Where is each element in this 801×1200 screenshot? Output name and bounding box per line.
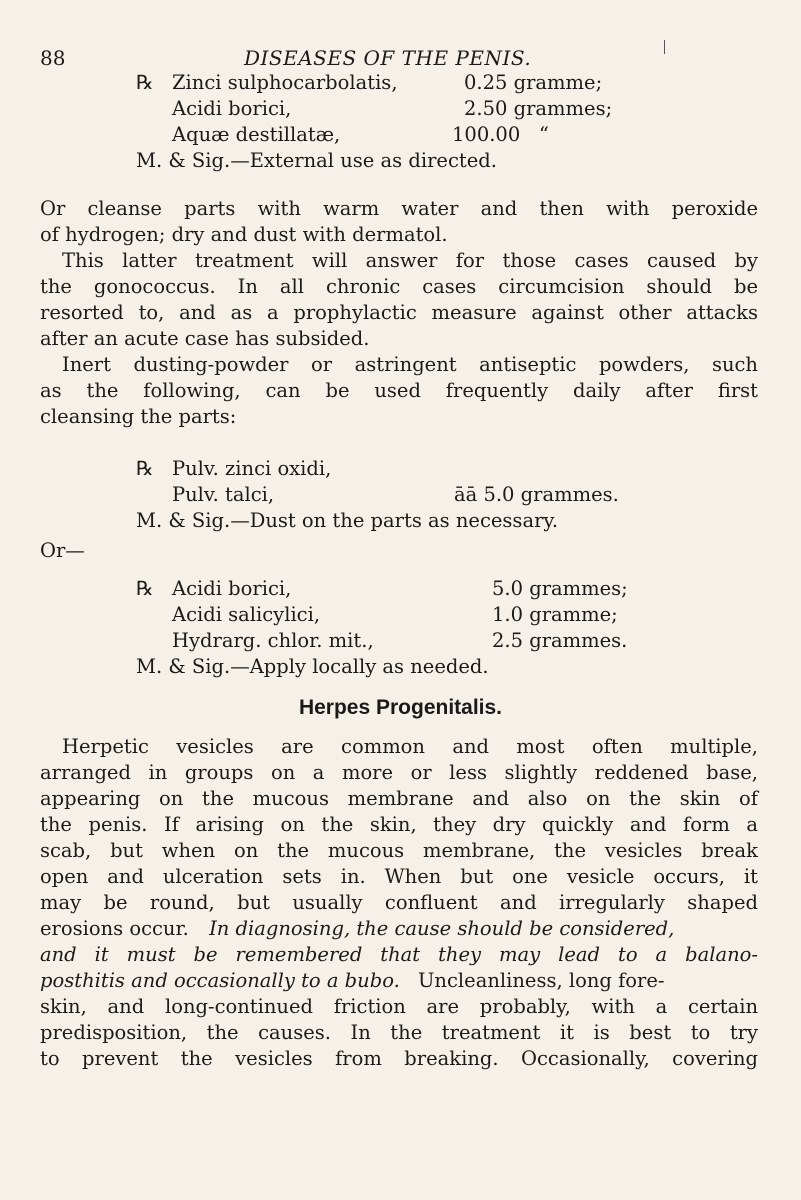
- rx-ingredient: Hydrarg. chlor. mit.,: [172, 629, 374, 652]
- italic-run: posthitis and occasionally to a bubo.: [40, 969, 400, 992]
- rx-ingredient: Aquæ destillatæ,: [172, 123, 341, 146]
- rx-symbol: ℞: [136, 457, 154, 480]
- rx-signature: M. & Sig.—Dust on the parts as necessary.: [136, 509, 559, 532]
- text-run: Uncleanliness, long fore-: [418, 969, 665, 992]
- rx-amount: 5.0 grammes;: [492, 577, 628, 600]
- rx-amount: 1.0 gramme;: [492, 603, 618, 626]
- page-edge-mark: [664, 40, 665, 54]
- rx-ingredient: Pulv. zinci oxidi,: [172, 457, 332, 480]
- text-line: arranged in groups on a more or less slightly reddened base,: [40, 761, 758, 784]
- text-line: cleansing the parts:: [40, 405, 237, 428]
- rx-signature: M. & Sig.—Apply locally as needed.: [136, 655, 489, 678]
- rx-signature: M. & Sig.—External use as directed.: [136, 149, 497, 172]
- italic-line: and it must be remembered that they may lead to a balano-: [40, 943, 758, 966]
- text-line: the gonococcus. In all chronic cases circumcision should be: [40, 275, 758, 298]
- text-line: scab, but when on the mucous membrane, the vesicles break: [40, 839, 758, 862]
- text-line: predisposition, the causes. In the treatment it is best to try: [40, 1021, 758, 1044]
- text-line: [40, 970, 664, 992]
- rx-amount: āā 5.0 grammes.: [454, 483, 619, 506]
- rx-ingredient: Acidi salicylici,: [172, 603, 321, 626]
- text-line: Herpetic vesicles are common and most often multiple,: [62, 735, 758, 758]
- text-line: after an acute case has subsided.: [40, 327, 370, 350]
- rx-ingredient: Acidi borici,: [172, 97, 292, 120]
- rx-amount: 0.25 gramme;: [464, 71, 603, 94]
- running-title: DISEASES OF THE PENIS.: [244, 46, 532, 70]
- rx-amount: 2.5 grammes.: [492, 629, 628, 652]
- text-line: the penis. If arising on the skin, they dry quickly and form a: [40, 813, 758, 836]
- section-heading: Herpes Progenitalis.: [298, 696, 503, 719]
- text-line: [40, 918, 674, 940]
- text-line: as the following, can be used frequently daily after first: [40, 379, 758, 402]
- text-line: Inert dusting-powder or astringent antiseptic powders, such: [62, 353, 758, 376]
- rx-ingredient: Acidi borici,: [172, 577, 292, 600]
- rx-ingredient: Pulv. talci,: [172, 483, 275, 506]
- rx-ingredient: Zinci sulphocarbolatis,: [172, 71, 398, 94]
- text-line: may be round, but usually confluent and irregularly shaped: [40, 891, 758, 914]
- text-line: appearing on the mucous membrane and also on the skin of: [40, 787, 758, 810]
- or-line: Or—: [40, 539, 85, 562]
- rx-amount: 2.50 grammes;: [464, 97, 613, 120]
- rx-symbol: ℞: [136, 71, 154, 94]
- italic-run: In diagnosing, the cause should be considered,: [209, 917, 675, 940]
- text-run: erosions occur.: [40, 917, 189, 940]
- text-line: of hydrogen; dry and dust with dermatol.: [40, 223, 448, 246]
- text-line: resorted to, and as a prophylactic measure against other attacks: [40, 301, 758, 324]
- text-line: This latter treatment will answer for those cases caused by: [62, 249, 758, 272]
- text-line: to prevent the vesicles from breaking. Occasionally, covering: [40, 1047, 758, 1070]
- text-line: open and ulceration sets in. When but one vesicle occurs, it: [40, 865, 758, 888]
- text-line: skin, and long-continued friction are probably, with a certain: [40, 995, 758, 1018]
- rx-amount: 100.00 “: [452, 123, 549, 146]
- page-number: 88: [40, 46, 66, 70]
- rx-symbol: ℞: [136, 577, 154, 600]
- text-line: Or cleanse parts with warm water and then with peroxide: [40, 197, 758, 220]
